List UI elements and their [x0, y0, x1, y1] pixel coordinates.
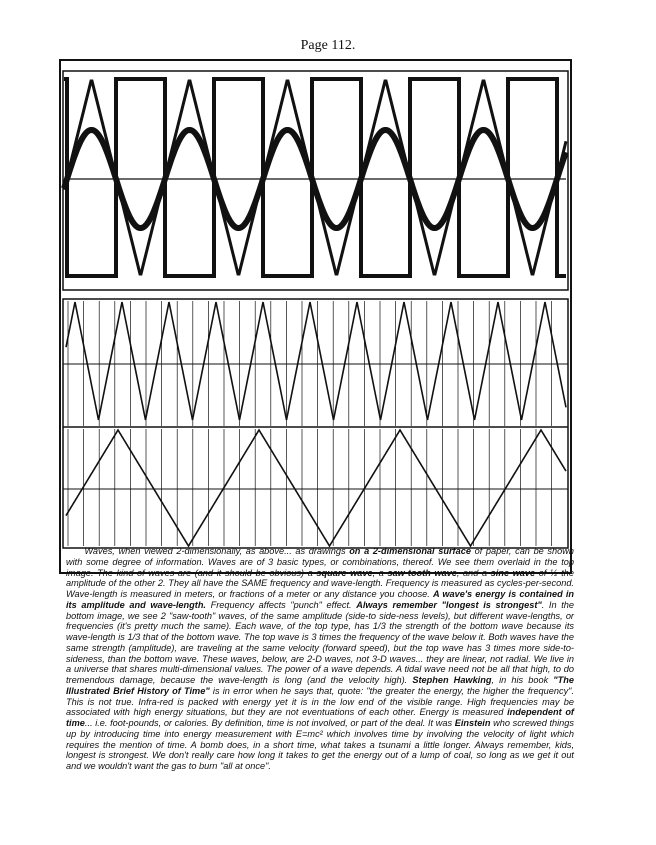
emphasis-run: saw-tooth wave: [387, 567, 457, 578]
frequency-comparison-panel: [63, 299, 568, 548]
emphasis-run: Stephen Hawking: [412, 675, 492, 685]
emphasis-run: sine wave: [490, 567, 536, 578]
emphasis-run: independent of time: [66, 707, 574, 728]
text-run: , in his book: [491, 675, 554, 685]
body-text: [66, 546, 574, 772]
emphasis-run: Einstein: [454, 718, 491, 728]
paragraph-indent: [66, 546, 84, 556]
text-run: , and a: [456, 567, 491, 578]
text-run: of ½ the amplitude of the other 2. They all have the SAME frequency and wave-length. Frequency is measured as cycles-per-second. Wave-length is measured in meters, or fractions of a meter or any distance you choose.: [66, 567, 574, 599]
text-run: . In the bottom image, we see 2 "saw-tooth" waves, of the same amplitude (side-to side-ness levels), but different wave-lengths, or frequencies (it's pretty much the same). Each wave, of the top type, has 1/3 the strength of the bottom wave because its wave-length is 1/3 that of the bottom wave. The top wave is 3 times the frequency of the wave below it. Both waves have the same strength (amplitude), are traveling at the same velocity (forward speed), but the top wave has 3 times more side-to-sideness, than the bottom wave. These waves, below, are 2-D waves, not 3-D waves... they are linear, not radial. We live in a universe that shares multi-dimensional values. The power of a wave depends. A tidal wave need not be all that high, to do tremendous damage, because the wave-length is long (and the velocity high).: [66, 599, 575, 685]
text-run: Waves, when viewed 2-dimensionally, as above... as drawings: [84, 546, 350, 556]
vertical-gridlines: [68, 301, 552, 546]
text-run: ... i.e. foot-pounds, or calories. By definition, time is not involved, or part of the deal. It was: [84, 718, 455, 728]
emphasis-run: "The Illustrated Brief History of Time": [66, 675, 574, 696]
text-run: , a: [372, 567, 388, 578]
emphasis-run: on a 2-dimensional surface: [349, 546, 471, 556]
text-run: Frequency affects "punch" effect.: [206, 599, 357, 610]
text-run: of paper, can be shown with some degree of information. Waves are of 3 basic types, or combinations, thereof. We see them overlaid in the top image. The kind of waves are (and it should be obvious) a: [66, 546, 574, 578]
saw-tooth-wave: [64, 81, 566, 274]
overlay-wave-panel: [63, 71, 568, 290]
emphasis-run: A wave's energy is contained in its amplitude and wave-length.: [66, 589, 575, 610]
emphasis-run: Always remember "longest is strongest": [356, 599, 542, 610]
page-number: Page 112.: [300, 38, 356, 53]
text-run: who screwed things up by introducing time into energy measurement with E=mc² which involves time by involving the velocity of light which requires the mention of time. A bomb does, in a short time, what takes a tsunami a little longer. Always remember, kids, longest is strongest. We don't really care how long it takes to get the energy out of a lump of coal, so long as we get it out and we wouldn't want the gas to burn "all at once".: [66, 718, 574, 771]
text-run: is in error when he says that, quote: "the greater the energy, the higher the frequency". This is not true. Infra-red is packed with energy yet it is in the low end of the visible range. High frequencies may be associated with high energy situations, but they are not eventuations of each other. Energy is measured: [66, 685, 574, 718]
high-frequency-saw-tooth-wave: [66, 302, 566, 420]
emphasis-run: square wave: [316, 567, 373, 578]
low-frequency-saw-tooth-wave: [66, 430, 566, 546]
